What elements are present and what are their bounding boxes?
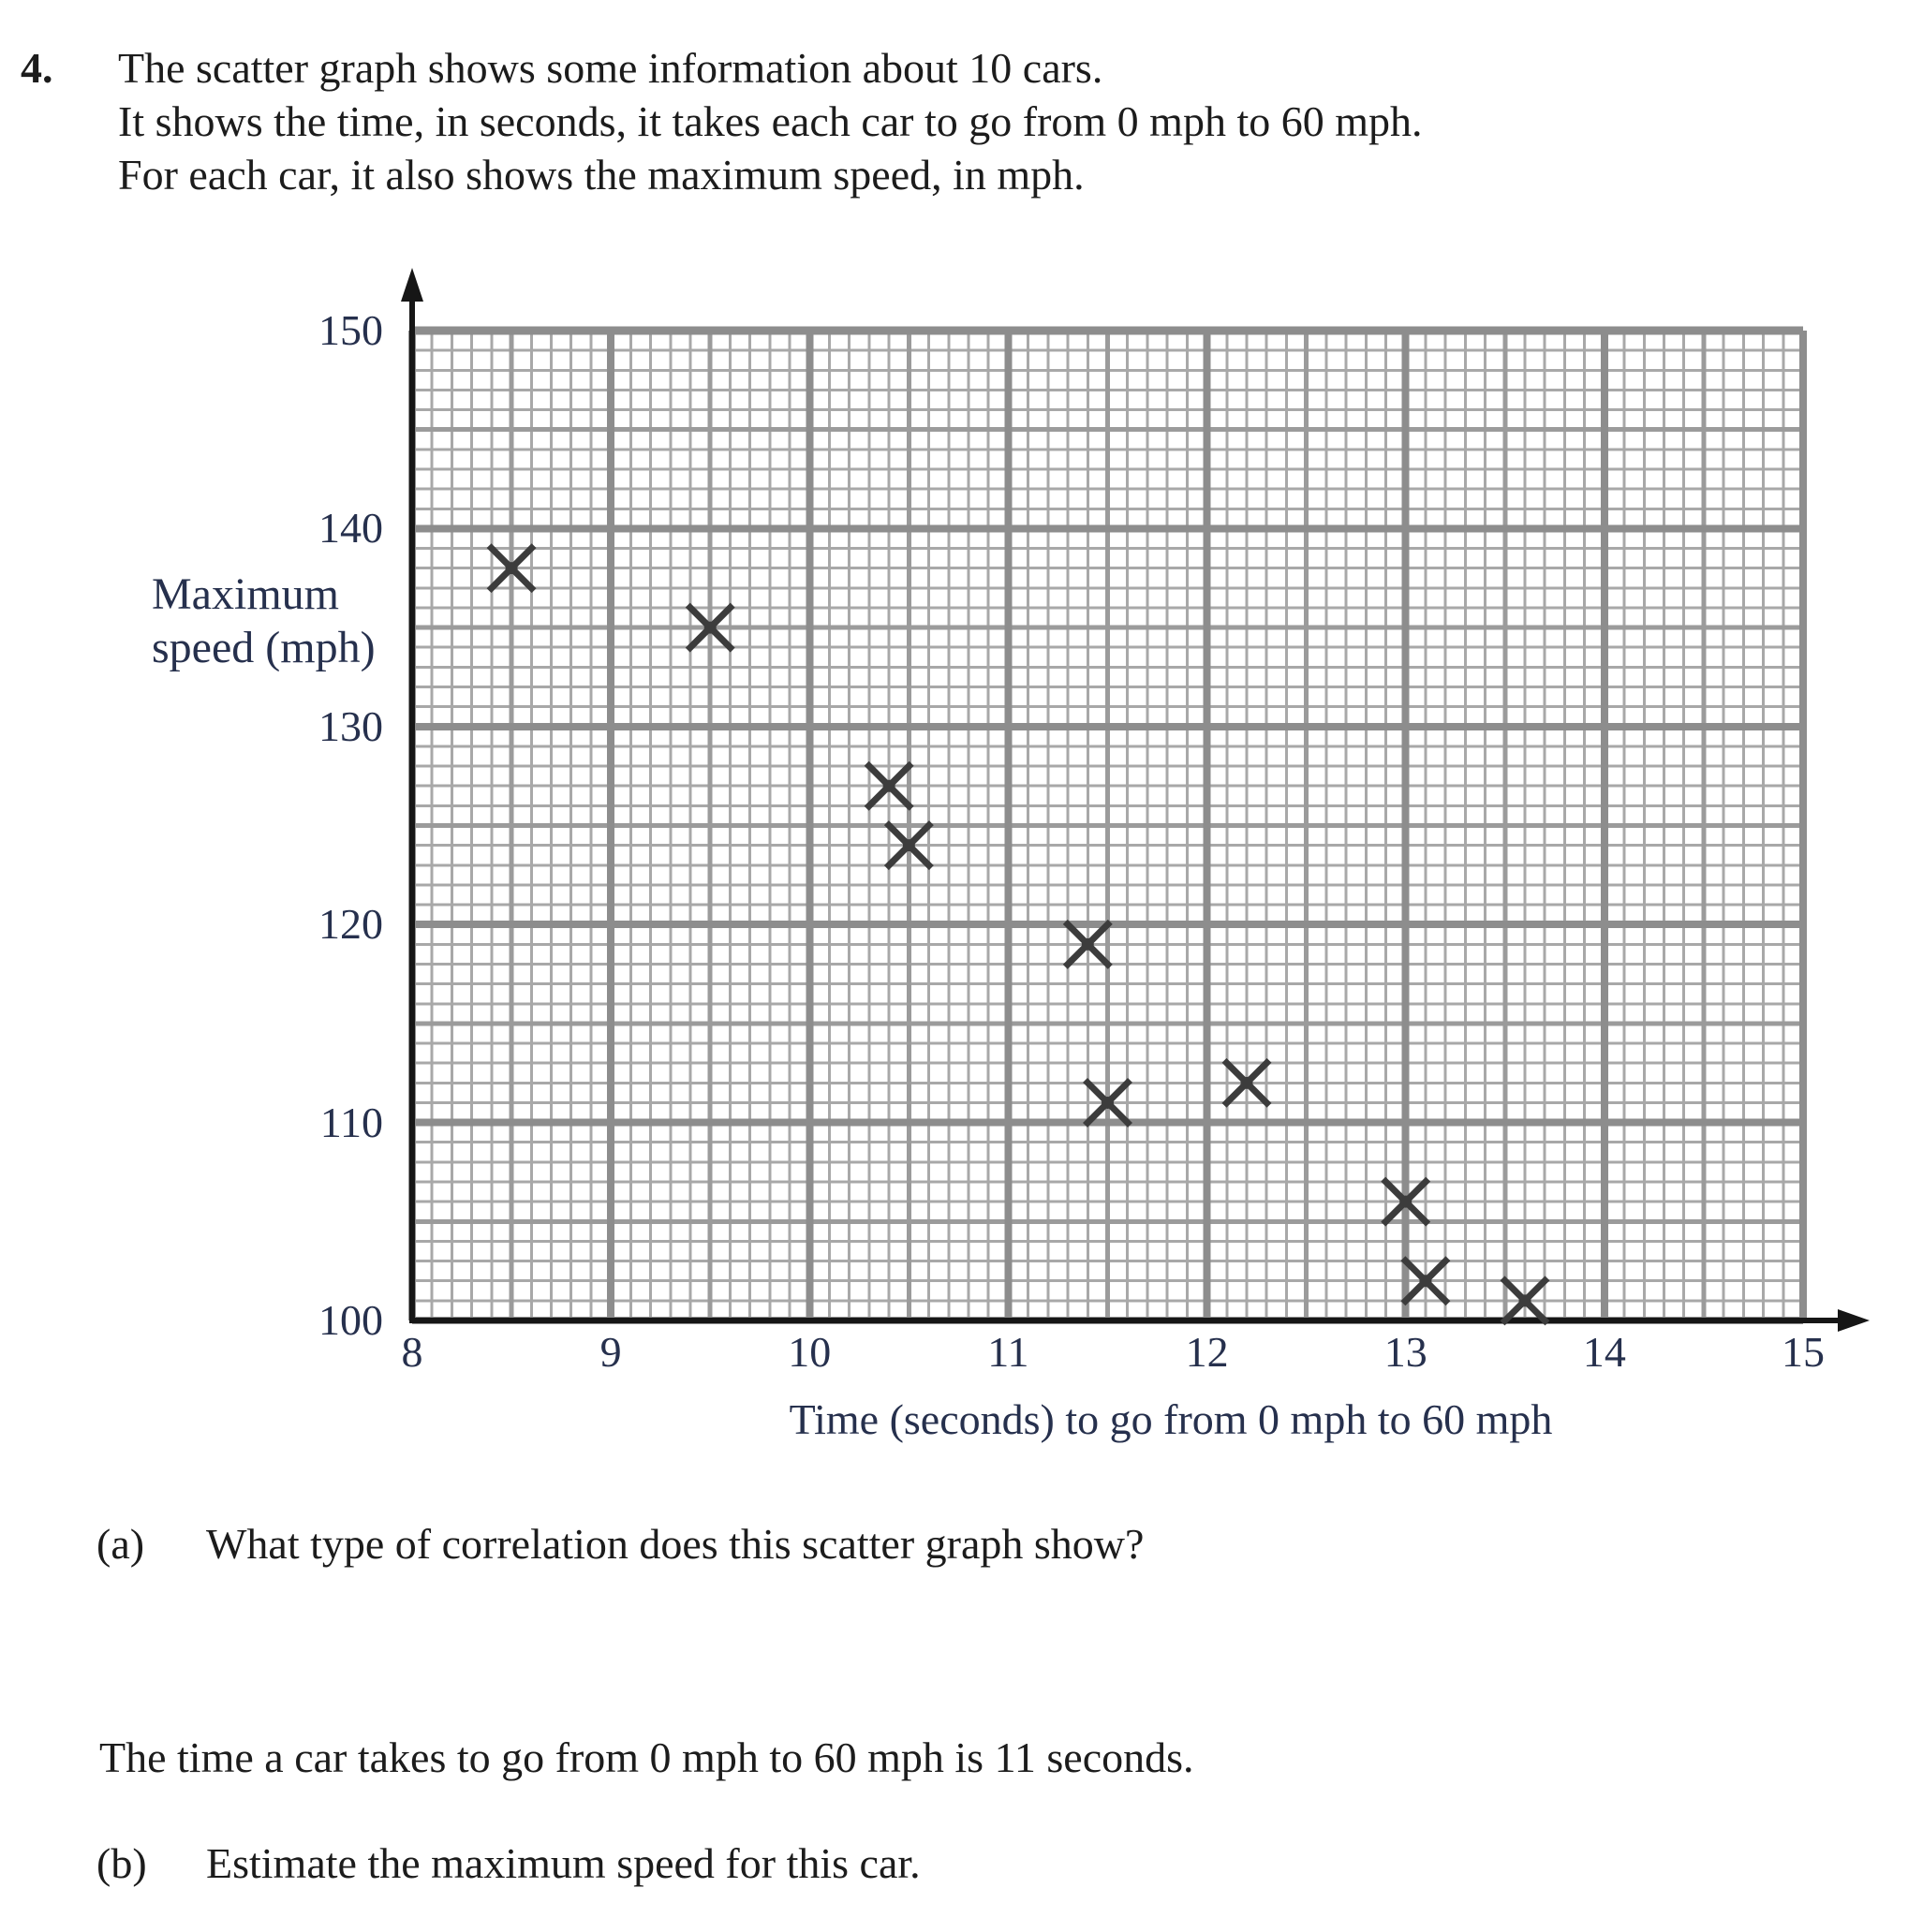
y-axis-arrowhead: [401, 268, 423, 302]
x-tick-label: 10: [788, 1328, 832, 1376]
y-tick-label: 100: [318, 1296, 383, 1344]
between-parts-text: The time a car takes to go from 0 mph to 60 mph is 11 seconds.: [99, 1733, 1194, 1781]
x-tick-label: 9: [599, 1328, 622, 1376]
question-intro-line-1: The scatter graph shows some information about 10 cars.: [118, 44, 1103, 92]
question-intro-line-2: It shows the time, in seconds, it takes each car to go from 0 mph to 60 mph.: [118, 97, 1423, 145]
x-tick-label: 13: [1383, 1328, 1427, 1376]
x-tick-label: 8: [401, 1328, 423, 1376]
y-tick-label: 130: [318, 701, 383, 750]
y-tick-label: 140: [318, 504, 383, 553]
y-tick-label: 110: [319, 1098, 383, 1146]
part-b-label: (b): [96, 1839, 147, 1887]
y-axis-title-line-1: Maximum: [152, 569, 339, 619]
y-tick-label: 120: [318, 900, 383, 949]
question-number: 4.: [21, 44, 53, 92]
y-tick-label: 150: [318, 306, 383, 354]
x-tick-label: 15: [1782, 1328, 1825, 1376]
x-axis-title: Time (seconds) to go from 0 mph to 60 mph: [789, 1395, 1553, 1443]
question-intro-line-3: For each car, it also shows the maximum speed, in mph.: [118, 151, 1085, 199]
part-a-text: What type of correlation does this scatter graph show?: [206, 1520, 1145, 1568]
part-a-label: (a): [96, 1520, 145, 1568]
y-axis-title-line-2: speed (mph): [152, 623, 376, 672]
x-tick-label: 12: [1185, 1328, 1229, 1376]
x-tick-label: 11: [987, 1328, 1029, 1376]
x-tick-label: 14: [1582, 1328, 1626, 1376]
part-b-text: Estimate the maximum speed for this car.: [206, 1839, 921, 1887]
